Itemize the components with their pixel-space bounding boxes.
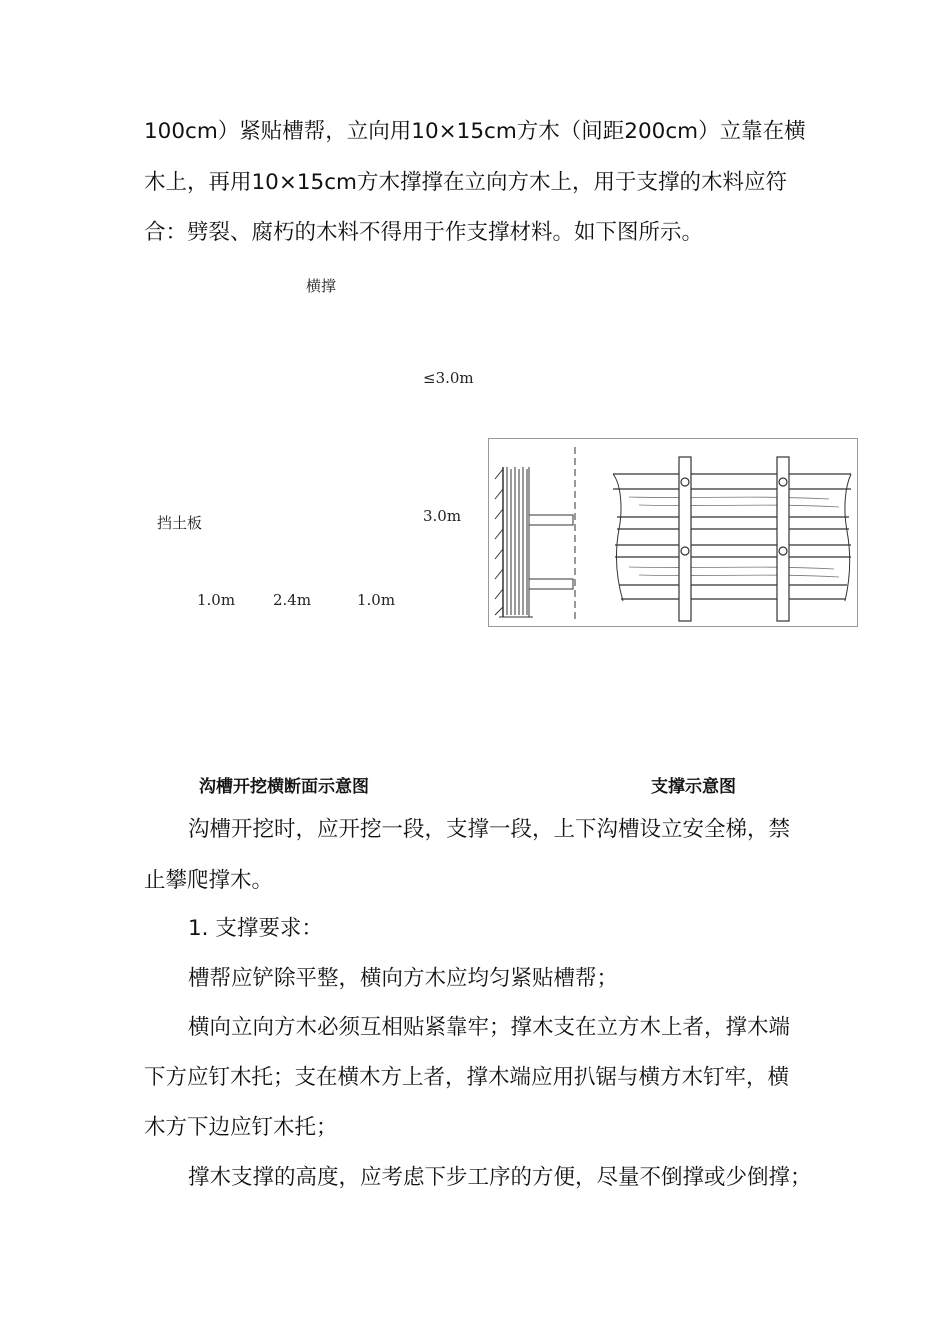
label-depth: 3.0m <box>423 507 462 525</box>
caption-cross-section: 沟槽开挖横断面示意图 <box>199 777 369 797</box>
dim-right: 1.0m <box>357 591 396 609</box>
vertical-post-2 <box>777 457 789 621</box>
label-retaining-board: 挡土板 <box>157 514 203 532</box>
dim-middle: 2.4m <box>273 591 312 609</box>
body-p1-line2: 止攀爬撑木。 <box>144 868 274 893</box>
trench-wall-section <box>495 447 575 619</box>
paragraph-line-1: 100cm）紧贴槽帮，立向用10×15cm方木（间距200cm）立靠在横 <box>144 119 806 144</box>
section-heading-1: 1. 支撑要求： <box>188 916 323 941</box>
body-p3-line1: 横向立向方木必须互相贴紧靠牢；撑木支在立方木上者，撑木端 <box>188 1015 791 1040</box>
body-p3-line2: 下方应钉木托；支在横木方上者，撑木端应用扒锯与横方木钉牢，横 <box>144 1065 790 1090</box>
body-p3-line3: 木方下边应钉木托； <box>144 1115 338 1140</box>
dim-left: 1.0m <box>197 591 236 609</box>
label-width-max: ≤3.0m <box>423 369 474 387</box>
label-brace: 横撑 <box>306 277 337 295</box>
planking <box>613 474 851 601</box>
support-diagram <box>488 438 858 627</box>
caption-support: 支撑示意图 <box>651 777 736 797</box>
body-p2: 槽帮应铲除平整，横向方木应均匀紧贴槽帮； <box>188 966 619 991</box>
paragraph-line-2: 木上，再用10×15cm方木撑撑在立向方木上，用于支撑的木料应符 <box>144 170 787 195</box>
body-p4: 撑木支撑的高度，应考虑下步工序的方便，尽量不倒撑或少倒撑； <box>188 1165 812 1190</box>
paragraph-line-3: 合：劈裂、腐朽的木料不得用于作支撑材料。如下图所示。 <box>144 220 704 245</box>
support-diagram-drawing <box>489 439 857 626</box>
body-p1-line1: 沟槽开挖时，应开挖一段，支撑一段，上下沟槽设立安全梯，禁 <box>188 817 791 842</box>
vertical-post-1 <box>679 457 691 621</box>
